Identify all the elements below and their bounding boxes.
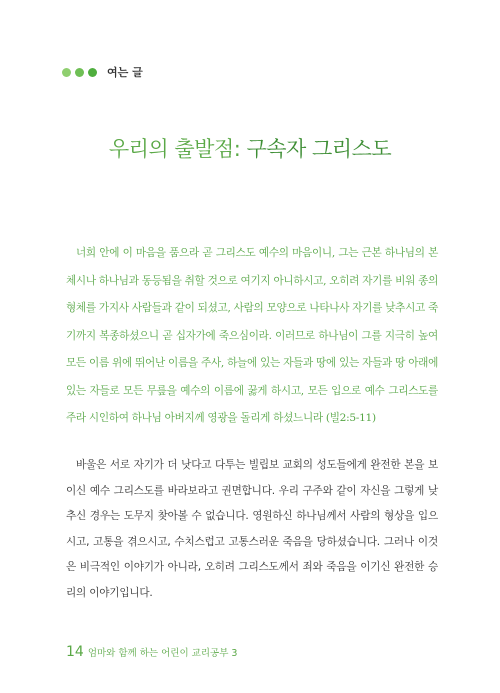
body-paragraph: 바울은 서로 자기가 더 낫다고 다투는 빌립보 교회의 성도들에게 완전한 본을 보이신 예수 그리스도를 바라보라고 권면합니다. 우리 구주와 같이 자신을 그렇게 낮추신 경우는 도무지 찾아볼 수 없습니다. 영원하신 하나님께서 사람의 형상을 입으시고, 고통을 겪으시고, 수치스럽고 고통스러운 죽음을 당하셨습니다. 그러나 이것은 비극적인 이야기가 아니라, 오히려 그리스도께서 죄와 죽음을 이기신 완전한 승리의 이야기입니다. [66,459,438,599]
page-footer [66,644,237,660]
bullet-dot-icon [75,68,84,77]
book-title: 엄마와 함께 하는 어린이 교리공부 3 [87,648,238,659]
scripture-quote: 너희 안에 이 마음을 품으라 곧 그리스도 예수의 마음이니, 그는 근본 하나님의 본체시나 하나님과 동등됨을 취할 것으로 여기지 아니하시고, 오히려 자기를 비워 종의 형체를 가지사 사람들과 같이 되셨고, 사람의 모양으로 나타나사 자기를 낮추시고 죽기까지 복종하셨으니 곧 십자가에 죽으심이라. 이러므로 하나님이 그를 지극히 높여 모든 이름 위에 뛰어난 이름을 주사, 하늘에 있는 자들과 땅에 있는 자들과 땅 아래에 있는 자들로 모든 무릎을 예수의 이름에 꿇게 하시고, 모든 입으로 예수 그리스도를 주라 시인하여 하나님 아버지께 영광을 돌리게 하셨느니라 (빌2:5-11) [66,247,438,424]
page-title-emphasis: 구속자 그리스도 [240,137,392,161]
section-label: 여는 글 [107,66,143,79]
page-title-prefix: 우리의 출발점: [108,137,241,161]
page-number: 14 [66,644,84,660]
bullet-dot-icon [62,68,71,77]
page-title [0,133,500,163]
bullet-dot-icon [88,68,97,77]
section-header [62,64,143,80]
